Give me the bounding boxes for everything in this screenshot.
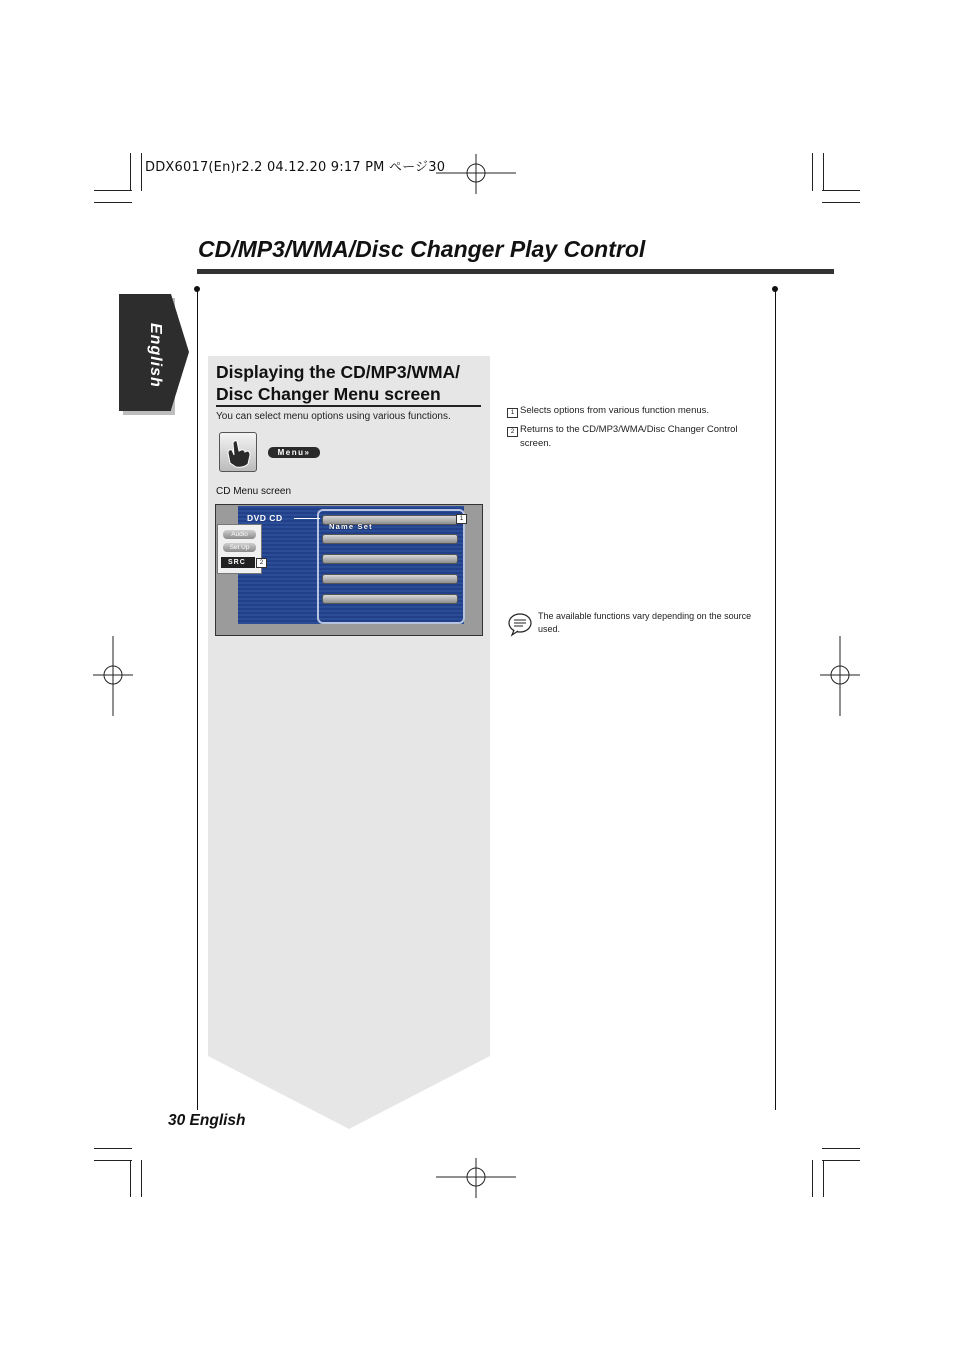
margin-dot [772,286,778,292]
crop-mark [141,1160,142,1197]
page-title: CD/MP3/WMA/Disc Changer Play Control [198,236,646,262]
registration-mark-icon [820,636,860,716]
crop-mark [822,1148,860,1149]
registration-mark-icon [436,154,516,194]
source-label: DVD CD [247,513,283,523]
crop-mark [141,153,142,191]
right-margin-line [775,290,776,1110]
menu-item-label: Name Set [329,522,373,531]
page-footer: 30 English [168,1112,246,1129]
language-tab-label: English [147,322,164,388]
crop-mark [822,1160,860,1161]
crop-mark [94,202,132,203]
menu-item-blank[interactable] [322,534,458,544]
crop-mark [812,1160,813,1197]
menu-item-blank[interactable] [322,594,458,604]
crop-mark [823,1160,824,1197]
menu-item-blank[interactable] [322,574,458,584]
section-panel [208,356,490,1146]
crop-mark [94,1160,132,1161]
crop-mark [130,153,131,191]
crop-mark [812,153,813,191]
note-number: 1 [507,408,518,418]
title-rule [197,269,834,274]
note-icon [507,611,533,637]
callout-number: 2 [256,558,267,568]
note-item: Returns to the CD/MP3/WMA/Disc Changer Control screen. [520,424,738,449]
menu-item-name-set[interactable] [322,515,458,531]
callout-number: 1 [456,514,467,524]
section-intro: You can select menu options using various functions. [216,411,451,422]
registration-mark-icon [436,1158,516,1198]
menu-item-blank[interactable] [322,554,458,564]
src-button[interactable]: SRC [221,557,255,568]
language-tab-arrow [171,294,189,410]
section-title: Displaying the CD/MP3/WMA/ Disc Changer Menu screen [216,362,461,404]
crop-mark [94,190,132,191]
finger-touch-icon [219,432,257,472]
callout-leader [294,518,320,519]
tip-text: The available functions vary depending on the source used. [538,611,752,634]
setup-button[interactable]: Set Up [223,543,256,552]
crop-mark [822,190,860,191]
menu-button[interactable]: Menu» [268,447,320,458]
section-rule [216,405,481,407]
crop-mark [94,1148,132,1149]
print-meta-line: DDX6017(En)r2.2 04.12.20 9:17 PM ページ30 [145,160,446,175]
left-margin-line [197,290,198,1110]
audio-button[interactable]: Audio [223,530,256,539]
crop-mark [130,1160,131,1197]
note-number: 2 [507,427,518,437]
crop-mark [822,202,860,203]
crop-mark [823,153,824,191]
note-item: Selects options from various function menus. [520,405,710,416]
margin-dot [194,286,200,292]
registration-mark-icon [93,636,133,716]
screen-caption: CD Menu screen [216,486,292,497]
